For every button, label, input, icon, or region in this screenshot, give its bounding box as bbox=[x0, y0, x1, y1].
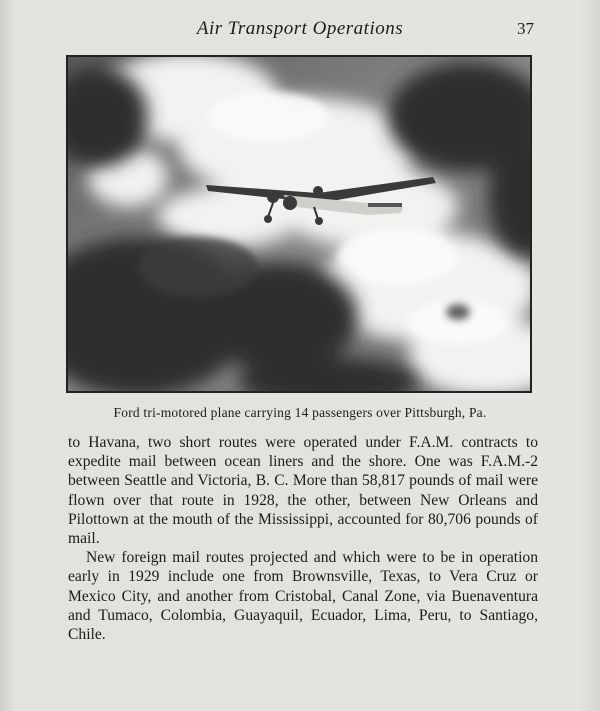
page-number: 37 bbox=[517, 19, 534, 38]
running-head bbox=[0, 18, 600, 44]
running-head-title: Air Transport Operations bbox=[196, 18, 404, 39]
photograph bbox=[66, 55, 532, 393]
photo-cloudy-sky-with-airplane bbox=[68, 57, 530, 391]
paragraph-2: New foreign mail routes projected and which were to be in operation early in 1929 include one from Brownsville, Texas, to Vera Cruz or Mexico City, and another from Cristobal, Canal Zone, via Buenaventura and Tumaco, Colombia, Guayaquil, Ecuador, Lima, Peru, to Santiago, Chile. bbox=[68, 549, 538, 644]
figure-caption: Ford tri-motored plane carrying 14 passengers over Pittsburgh, Pa. bbox=[113, 405, 487, 420]
body-text bbox=[68, 433, 538, 644]
paragraph-1: to Havana, two short routes were operated under F.A.M. contracts to expedite mail between ocean liners and the shore. One was F.A.M.-2 between Seattle and Victoria, B. C. More than 58,817 pounds of mail were flown over that route in 1928, the other, between New Orleans and Pilottown at the mouth of the Mississippi, accounted for 80,706 pounds of mail. bbox=[68, 434, 538, 548]
